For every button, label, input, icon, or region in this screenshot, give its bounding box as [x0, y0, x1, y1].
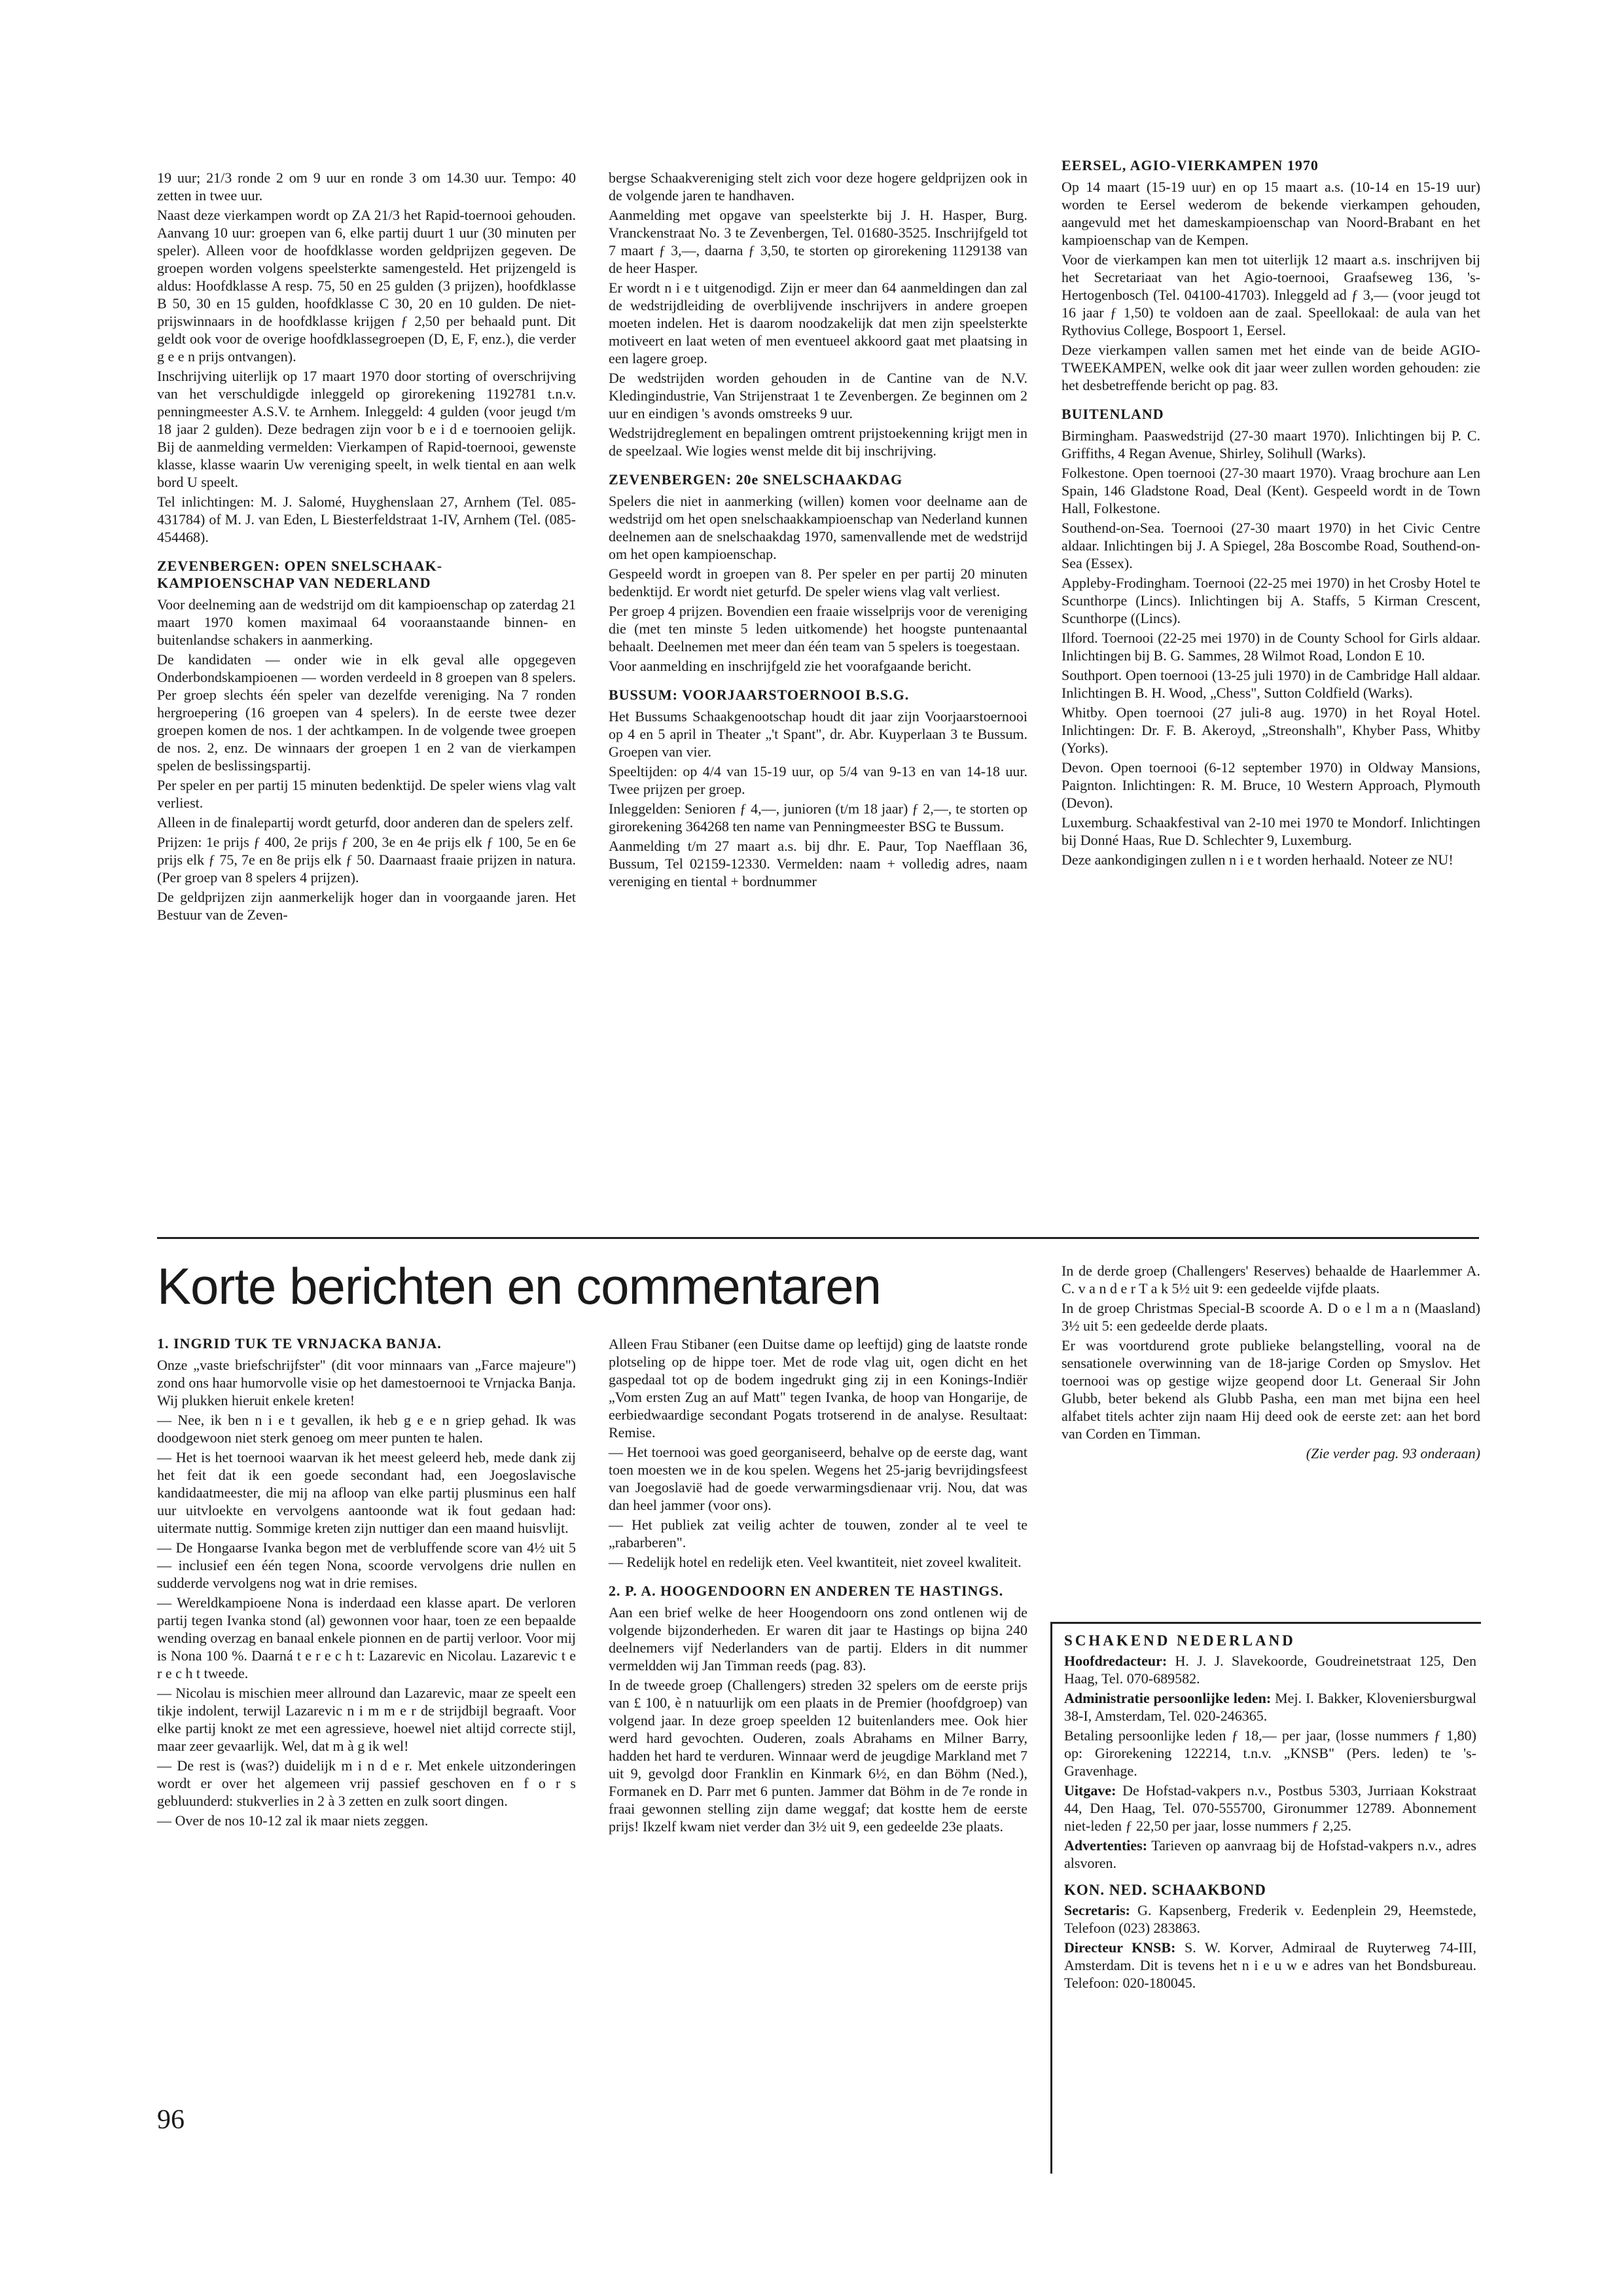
colophon-line: Secretaris: G. Kapsenberg, Frederik v. Eedenplein 29, Heemstede, Telefoon (023) 283863.: [1064, 1902, 1476, 1936]
paragraph: bergse Schaakvereniging stelt zich voor deze hogere geldprijzen ook in de volgende jaren te handhaven.: [609, 170, 1027, 204]
paragraph: Voor aanmelding en inschrijfgeld zie het voorafgaande bericht.: [609, 658, 972, 674]
colophon-line: Hoofdredacteur: H. J. J. Slavekoorde, Goudreinetstraat 125, Den Haag, Tel. 070-689582.: [1064, 1653, 1476, 1687]
bottom-column-1: [157, 1335, 576, 1831]
paragraph: 19 uur; 21/3 ronde 2 om 9 uur en ronde 3 om 14.30 uur. Tempo: 40 zetten in twee uur.: [157, 170, 576, 204]
colophon-line: Administratie persoonlijke leden: Mej. I. Bakker, Kloveniersburgwal 38-I, Amsterdam, Tel. 020-246365.: [1064, 1690, 1476, 1724]
paragraph: Voor deelneming aan de wedstrijd om dit kampioenschap op zaterdag 21 maart 1970 komen maximaal 64 vooraanstaande binnen- en buitenlandse schakers in aanmerking.: [157, 596, 576, 648]
paragraph: Speeltijden: op 4/4 van 15-19 uur, op 5/4 van 9-13 en van 14-18 uur. Twee prijzen per groep.: [609, 763, 1027, 797]
paragraph: — Wereldkampioene Nona is inderdaad een klasse apart. De verloren partij tegen Ivanka stond (al) gewonnen voor haar, toen ze een bepaalde wending overzag en banaal enkele pionnen en de partij verloor. Voor mij is Nona 100 %. Daarná t e r e c h t: Lazarevic en Nicolau. Lazarevic t e r e c h t tweede.: [157, 1594, 576, 1681]
paragraph: Per speler en per partij 15 minuten bedenktijd. De speler wiens vlag valt verliest.: [157, 777, 576, 811]
paragraph: Inleggelden: Senioren ƒ 4,—, junioren (t/m 18 jaar) ƒ 2,—, te storten op girorekening 364268 ten name van Penningmeester BSG te Bussum.: [609, 800, 1027, 834]
top-column-3: [1061, 157, 1480, 870]
page-number: 96: [157, 2105, 185, 2135]
paragraph: Prijzen: 1e prijs ƒ 400, 2e prijs ƒ 200, 3e en 4e prijs elk ƒ 100, 5e en 6e prijs elk ƒ 75, 7e en 8e prijs elk ƒ 50. Daarnaast fraaie prijzen in natura. (Per groep van 8 spelers 4 prijzen).: [157, 834, 576, 886]
bottom-column-2: [609, 1335, 1027, 1837]
paragraph: Aanmelding met opgave van speelsterkte bij J. H. Hasper, Burg. Vranckenstraat No. 3 te Zevenbergen, Tel. 01680-3525. Inschrijfgeld tot 7 maart ƒ 3,—, daarna ƒ 3,50, te storten op girorekening 1129138 van de heer Hasper.: [609, 207, 1027, 276]
article-heading: ZEVENBERGEN: 20e SNELSCHAAKDAG: [609, 471, 903, 488]
paragraph: Inschrijving uiterlijk op 17 maart 1970 door storting of overschrijving van het verschuldigde inleggeld op girorekening 1192781 t.n.v. penningmeester A.S.V. te Arnhem. Inleggeld: 4 gulden (voor jeugd t/m 18 jaar 2 gulden). Deze bedragen zijn voor b e i d e toernooien gelijk. Bij de aanmelding vermelden: Vierkampen of Rapid-toernooi, gewenste klasse, klasse waarin Uw vereniging speelt, in welk tiental en aan welk bord U speelt.: [157, 368, 576, 490]
top-column-1: [157, 169, 576, 925]
paragraph: Appleby-Frodingham. Toernooi (22-25 mei 1970) in het Crosby Hotel te Scunthorpe (Lincs). Inlichtingen bij A. Staffs, 5 Kirman Crescent, Scunthorpe ((Lincs).: [1061, 575, 1480, 626]
paragraph: Op 14 maart (15-19 uur) en op 15 maart a.s. (10-14 en 15-19 uur) worden te Eersel wederom de bekende vierkampen gehouden, aangevuld met het dameskampioenschap van Noord-Brabant en het kampioenschap van de Kempen.: [1061, 179, 1480, 248]
colophon-title-2: KON. NED. SCHAAKBOND: [1064, 1882, 1266, 1898]
paragraph: Gespeeld wordt in groepen van 8. Per speler en per partij 20 minuten bedenktijd. Er wordt niet geturfd. De speler wiens vlag valt verliest.: [609, 565, 1027, 600]
article-heading: EERSEL, AGIO-VIERKAMPEN 1970: [1061, 157, 1319, 173]
paragraph: De geldprijzen zijn aanmerkelijk hoger dan in voorgaande jaren. Het Bestuur van de Zeven-: [157, 889, 576, 923]
section-heading: Korte berichten en commentaren: [157, 1257, 881, 1315]
paragraph: — Nicolau is mischien meer allround dan Lazarevic, maar ze speelt een tikje indolent, terwijl Lazarevic n i m m e r de strijdbijl begraaft. Voor elke partij knokt ze met een agressieve, hoewel niet altijd correcte stijl, maar zeer gevaarlijk. Wel, dat m à g ik wel!: [157, 1685, 576, 1754]
paragraph: Birmingham. Paaswedstrijd (27-30 maart 1970). Inlichtingen bij P. C. Griffiths, 4 Regan Avenue, Shirley, Solihull (Warks).: [1061, 427, 1480, 461]
paragraph: Southport. Open toernooi (13-25 juli 1970) in de Cambridge Hall aldaar. Inlichtingen B. H. Wood, „Chess", Sutton Coldfield (Warks).: [1061, 667, 1480, 701]
paragraph: — Het is het toernooi waarvan ik het meest geleerd heb, mede dank zij het feit dat ik een goede secondant had, een Joegoslavische kandidaatmeester, die mij na afloop van elke partij plusminus een half uur uitvloekte en vervolgens aantoonde wat ik fout gedaan had: uitermate nuttig. Sommige kreten zijn nuttiger dan een maand huisvlijt.: [157, 1449, 576, 1536]
article-heading: 2. P. A. HOOGENDOORN EN ANDEREN TE HASTINGS.: [609, 1583, 1004, 1599]
colophon-lines-2: [1064, 1901, 1476, 1992]
paragraph: Tel inlichtingen: M. J. Salomé, Huyghenslaan 27, Arnhem (Tel. 085-431784) of M. J. van Eden, L Biesterfeldstraat 1-IV, Arnhem (Tel. (085-454468).: [157, 493, 576, 545]
paragraph: Spelers die niet in aanmerking (willen) komen voor deelname aan de wedstrijd om het open snelschaakkampioenschap van Nederland kunnen deelnemen aan de snelschaakdag 1970, samenvallende met de wedstrijd om het open kampioenschap.: [609, 493, 1027, 562]
paragraph: — Het toernooi was goed georganiseerd, behalve op de eerste dag, want toen moesten we in de kou spelen. Wegens het 25-jarig bevrijdingsfeest van Joegoslavië had de goede verwarmingsdienaar vrij. Nou, dat was dan heel jammer (voor ons).: [609, 1444, 1027, 1513]
paragraph: De wedstrijden worden gehouden in de Cantine van de N.V. Kledingindustrie, Van Strijenstraat 1 te Zevenbergen. Ze beginnen om 2 uur en eindigen 's avonds omstreeks 9 uur.: [609, 370, 1027, 422]
paragraph: Southend-on-Sea. Toernooi (27-30 maart 1970) in het Civic Centre aldaar. Inlichtingen bij J. A Spiegel, 28a Boscombe Road, Southend-on-Sea (Essex).: [1061, 520, 1480, 571]
paragraph: — Nee, ik ben n i e t gevallen, ik heb g e e n griep gehad. Ik was doodgewoon niet sterk genoeg om meer punten te halen.: [157, 1412, 576, 1446]
top-column-2: [609, 169, 1027, 892]
paragraph: Alleen in de finalepartij wordt geturfd, door anderen dan de spelers zelf.: [157, 814, 573, 831]
paragraph: In de tweede groep (Challengers) streden 32 spelers om de eerste prijs van £ 100, è n natuurlijk om een plaats in de Premier (hoofdgroep) van volgend jaar. In deze groep speelden 12 buitenlanders mee. Ook hier werd hard gevochten. Ouderen, zoals Abrahams en Milner Barry, hadden het hard te verduren. Winnaar werd de jeugdige Markland met 7 uit 9, gevolgd door Franklin en Kinmark 6½, en dan Böhm (Ned.), Formanek en D. Parr met 6 punten. Jammer dat Böhm in de 7e ronde in fraai gewonnen stelling zijn dame weggaf; dat kostte hem de eerste prijs! Ikzelf kwam niet verder dan 3½ uit 9, een gedeelde 23e plaats.: [609, 1677, 1027, 1835]
article-heading: BUSSUM: VOORJAARSTOERNOOI B.S.G.: [609, 687, 910, 703]
paragraph: Deze vierkampen vallen samen met het einde van de beide AGIO-TWEEKAMPEN, welke ook dit jaar weer zullen worden gehouden: zie het desbetreffende bericht op pag. 83.: [1061, 342, 1480, 393]
paragraph: — Het publiek zat veilig achter de touwen, zonder al te veel te „rabarberen".: [609, 1516, 1027, 1551]
colophon-line: Betaling persoonlijke leden ƒ 18,— per jaar, (losse nummers ƒ 1,80) op: Girorekening 122214, t.n.v. „KNSB" (Pers. leden) te 's-Gravenhage.: [1064, 1727, 1476, 1779]
paragraph: Alleen Frau Stibaner (een Duitse dame op leeftijd) ging de laatste ronde plotseling op de hippe toer. Met de rode vlag uit, ogen dicht en het gaspedaal tot op de bodem ingedrukt ging zij in een Konings-Indiër „Vom ersten Zug an auf Matt" tegen Ivanka, de hoop van Hongarije, de eerbiedwaardige secondant Pogats trotserend in de analyse. Resultaat: Remise.: [609, 1336, 1027, 1441]
bottom-column-3: [1061, 1262, 1480, 1464]
paragraph: Er was voortdurend grote publieke belangstelling, vooral na de sensationele overwinning van de 18-jarige Corden op Smyslov. Het toernooi was op gestige wijze geopend door Lt. Generaal Sir John Glubb, beter bekend als Glubb Pasha, een man met bijna een heel alfabet titels achter zijn naam Hij deed ook de eerste zet: aan het bord van Corden en Timman.: [1061, 1337, 1480, 1442]
paragraph: Onze „vaste briefschrijfster" (dit voor minnaars van „Farce majeure") zond ons haar humorvolle visie op het damestoernooi te Vrnjacka Banja. Wij plukken hieruit enkele kreten!: [157, 1357, 576, 1408]
paragraph: Voor de vierkampen kan men tot uiterlijk 12 maart a.s. inschrijven bij het Secretariaat van het Agio-toernooi, Graafseweg 136, 's-Hertogenbosch (Tel. 04100-41703). Inleggeld ad ƒ 3,— (voor jeugd tot 16 jaar ƒ 1,50) te voldoen aan de zaal. Speellokaal: de aula van het Rythovius College, Bospoort 1, Eersel.: [1061, 251, 1480, 338]
colophon-line: Directeur KNSB: S. W. Korver, Admiraal de Ruyterweg 74-III, Amsterdam. Dit is tevens het n i e u w e adres van het Bondsbureau. Telefoon: 020-180045.: [1064, 1939, 1476, 1991]
article-heading: BUITENLAND: [1061, 406, 1164, 422]
section-divider: [157, 1237, 1479, 1239]
continuation-reference: (Zie verder pag. 93 onderaan): [1306, 1445, 1480, 1462]
paragraph: In de groep Christmas Special-B scoorde A. D o e l m a n (Maasland) 3½ uit 5: een gedeelde derde plaats.: [1061, 1300, 1480, 1334]
paragraph: Het Bussums Schaakgenootschap houdt dit jaar zijn Voorjaarstoernooi op 4 en 5 april in Theater „'t Spant", dr. Abr. Kuyperlaan 3 te Bussum. Groepen van vier.: [609, 708, 1027, 760]
colophon-lines: [1064, 1652, 1476, 1872]
paragraph: — De rest is (was?) duidelijk m i n d e r. Met enkele uitzonderingen wordt er over het algemeen vrij passief geschoven en f o r s gebluunderd: stukverlies in 2 à 3 zetten en zulk soort dingen.: [157, 1757, 576, 1809]
paragraph: De kandidaten — onder wie in elk geval alle opgegeven Onderbondskampioenen — worden verdeeld in 8 groepen van 8 spelers. Per groep slechts één speler van dezelfde vereniging. Na 7 ronden hergroepering (16 groepen van 4 spelers). In de eerste twee dezer groepen komen de nos. 1 der achtkampen. In de volgende twee groepen de nos. 2, enz. De winnaars der groepen 1 en 2 van de vierkampen spelen de beslissingspartij.: [157, 651, 576, 774]
paragraph: Per groep 4 prijzen. Bovendien een fraaie wisselprijs voor de vereniging die (met ten minste 5 leden uitkomende) het hoogste puntenaantal behaalt. Deelnemen met meer dan één team van 5 spelers is toegestaan.: [609, 603, 1027, 655]
paragraph: Folkestone. Open toernooi (27-30 maart 1970). Vraag brochure aan Len Spain, 146 Gladstone Road, Deal (Kent). Gespeeld wordt in de Town Hall, Folkestone.: [1061, 465, 1480, 516]
paragraph: Deze aankondigingen zullen n i e t worden herhaald. Noteer ze NU!: [1061, 852, 1454, 868]
paragraph: Naast deze vierkampen wordt op ZA 21/3 het Rapid-toernooi gehouden. Aanvang 10 uur: groepen van 6, elke partij duurt 1 uur (30 minuten per speler). Alleen voor de hoofdklasse worden geldprijzen gegeven. De groepen worden volgens speelsterkte samengesteld. Het prijzengeld is aldus: Hoofdklasse A resp. 75, 50 en 25 gulden (3 prijzen), hoofdklasse B 50, 30 en 15 gulden, hoofdklasse C 30, 20 en 10 gulden. De niet-prijswinnaars in de hoofdklasse krijgen ƒ 2,50 per behaald punt. Dit geldt ook voor de overige hoofdklassegroepen (D, E, F, enz.), die verder g e e n prijs ontvangen).: [157, 207, 576, 365]
article-heading: 1. INGRID TUK TE VRNJACKA BANJA.: [157, 1335, 442, 1352]
paragraph: Er wordt n i e t uitgenodigd. Zijn er meer dan 64 aanmeldingen dan zal de wedstrijdleiding de overblijvende inschrijvers in andere groepen moeten indelen. Het is daarom noodzakelijk dat men zijn speelsterkte motiveert en laat weten of men eventueel akkoord gaat met plaatsing in een lagere groep.: [609, 279, 1027, 367]
article-heading: ZEVENBERGEN: OPEN SNELSCHAAK-KAMPIOENSCHAP VAN NEDERLAND: [157, 558, 443, 591]
paragraph: Aanmelding t/m 27 maart a.s. bij dhr. E. Paur, Top Naefflaan 36, Bussum, Tel 02159-12330. Vermelden: naam + volledig adres, naam vereniging en tiental + bordnummer: [609, 838, 1027, 889]
paragraph: Luxemburg. Schaakfestival van 2-10 mei 1970 te Mondorf. Inlichtingen bij Donné Haas, Rue D. Schlechter 9, Luxemburg.: [1061, 814, 1480, 848]
colophon-line: Uitgave: De Hofstad-vakpers n.v., Postbus 5303, Jurriaan Kokstraat 44, Den Haag, Tel. 070-555700, Gironummer 12789. Abonnement niet-leden ƒ 22,50 per jaar, losse nummers ƒ 2,25.: [1064, 1782, 1476, 1834]
paragraph: Devon. Open toernooi (6-12 september 1970) in Oldway Mansions, Paignton. Inlichtingen: R. M. Bruce, 10 Western Approach, Plymouth (Devon).: [1061, 759, 1480, 811]
paragraph: Whitby. Open toernooi (27 juli-8 aug. 1970) in het Royal Hotel. Inlichtingen: Dr. F. B. Akeroyd, „Streonshalh", Khyber Pass, Whitby (Yorks).: [1061, 704, 1480, 756]
paragraph: Ilford. Toernooi (22-25 mei 1970) in de County School for Girls aldaar. Inlichtingen bij B. G. Sammes, 28 Wilmot Road, London E 10.: [1061, 630, 1480, 664]
colophon-box: [1050, 1622, 1481, 2174]
colophon-title: SCHAKEND NEDERLAND: [1064, 1632, 1296, 1649]
paragraph: Wedstrijdreglement en bepalingen omtrent prijstoekenning krijgt men in de speelzaal. Wie logies wenst melde dit bij inschrijving.: [609, 425, 1027, 459]
colophon-line: Advertenties: Tarieven op aanvraag bij de Hofstad-vakpers n.v., adres alsvoren.: [1064, 1837, 1476, 1871]
paragraph: — Redelijk hotel en redelijk eten. Veel kwantiteit, niet zoveel kwaliteit.: [609, 1554, 1022, 1570]
paragraph: Aan een brief welke de heer Hoogendoorn ons zond ontlenen wij de volgende bijzonderheden. Er waren dit jaar te Hastings op bijna 240 deelnemers vijf Nederlanders van de partij. Elders in dit nummer vermeldden wij Jan Timman reeds (pag. 83).: [609, 1604, 1027, 1674]
paragraph: — De Hongaarse Ivanka begon met de verbluffende score van 4½ uit 5 — inclusief een één tegen Nona, scoorde vervolgens drie nullen en sudderde vervolgens nog wat in drie remises.: [157, 1539, 576, 1591]
paragraph: — Over de nos 10-12 zal ik maar niets zeggen.: [157, 1812, 429, 1829]
paragraph: In de derde groep (Challengers' Reserves) behaalde de Haarlemmer A. C. v a n d e r T a k 5½ uit 9: een gedeelde vijfde plaats.: [1061, 1263, 1480, 1297]
